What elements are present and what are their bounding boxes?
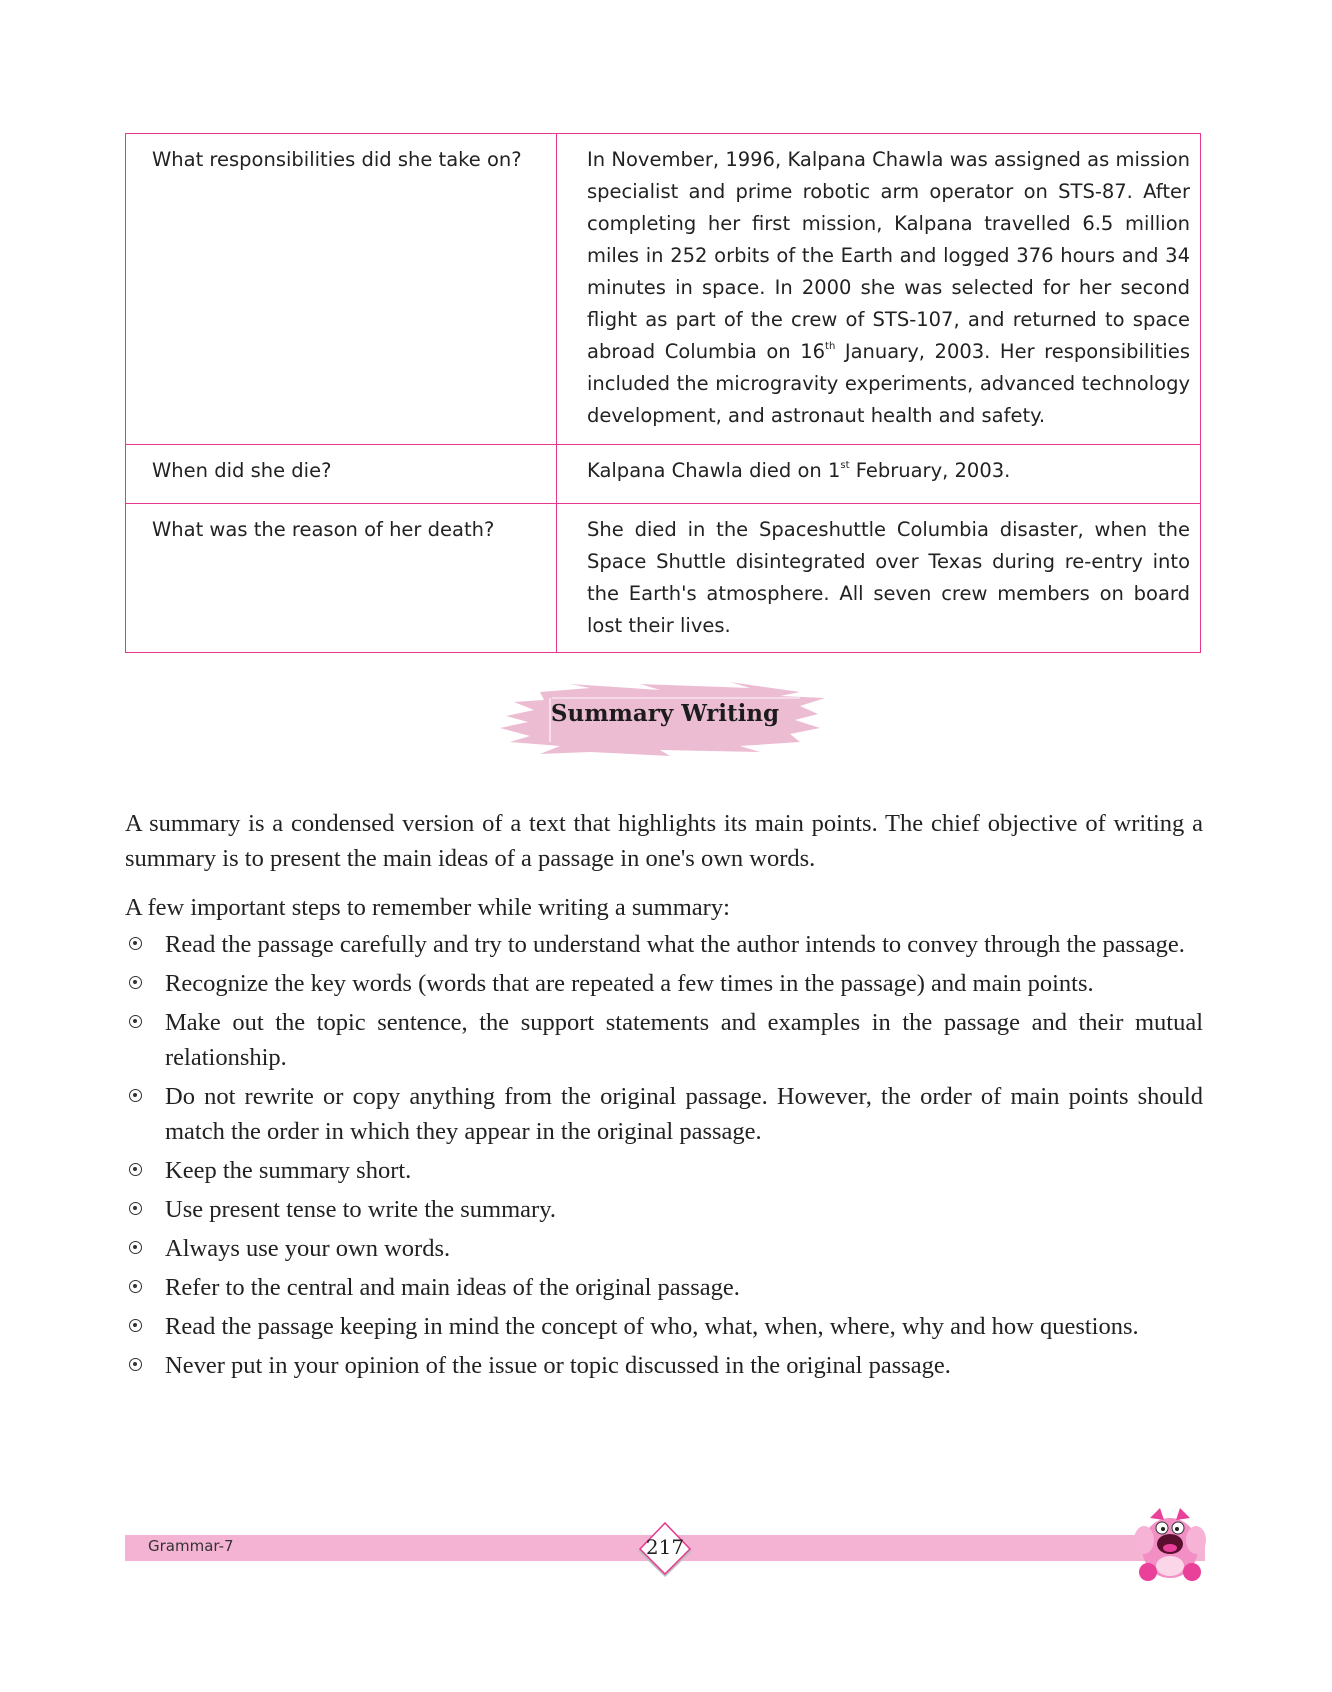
- step-text: Keep the summary short.: [165, 1157, 412, 1184]
- book-label: Grammar-7: [148, 1537, 234, 1555]
- intro-paragraph: A summary is a condensed version of a text that highlights its main points. The chief objective of writing a summary is to present the main ideas of a passage in one's own words.: [125, 810, 1203, 872]
- list-item: [125, 1270, 1203, 1305]
- pink-monster-mascot-icon: [1130, 1500, 1210, 1585]
- circled-dot-icon: [129, 1202, 142, 1215]
- section-heading: [500, 680, 830, 760]
- answer-cell: [557, 134, 1201, 445]
- step-text: Always use your own words.: [165, 1235, 451, 1262]
- list-item: [125, 1348, 1203, 1383]
- question-cell: What was the reason of her death?: [126, 504, 557, 653]
- circled-dot-icon: [129, 1358, 142, 1371]
- answer-cell: She died in the Spaceshuttle Columbia disaster, when the Space Shuttle disintegrated over Texas during re-entry into the Earth's atmosphere. All seven crew members on board lost their lives.: [557, 504, 1201, 653]
- list-item: [125, 1153, 1203, 1188]
- step-text: Recognize the key words (words that are repeated a few times in the passage) and main points.: [165, 970, 1094, 997]
- list-item: [125, 1192, 1203, 1227]
- list-item: [125, 1005, 1203, 1075]
- page-number: 217: [645, 1535, 685, 1559]
- steps-lead-text: A few important steps to remember while writing a summary:: [125, 894, 730, 921]
- answer-text: In November, 1996, Kalpana Chawla was assigned as mission specialist and prime robotic arm operator on STS-87. After completing her first mission, Kalpana travelled 6.5 million miles in 252 orbits of the Earth and logged 376 hours and 34 minutes in space. In 2000 she was selected for her second flight as part of the crew of STS-107, and returned to space abroad Columbia on 16: [587, 148, 1190, 363]
- circled-dot-icon: [129, 1089, 142, 1102]
- ordinal-suffix: th: [825, 341, 836, 352]
- step-text: Refer to the central and main ideas of the original passage.: [165, 1274, 740, 1301]
- table-row: [126, 134, 1201, 445]
- answer-text: February, 2003.: [849, 459, 1011, 482]
- step-text: Make out the topic sentence, the support statements and examples in the passage and their mutual relationship.: [165, 1009, 1203, 1071]
- step-text: Do not rewrite or copy anything from the original passage. However, the order of main points should match the order in which they appear in the original passage.: [165, 1083, 1203, 1145]
- list-item: [125, 1231, 1203, 1266]
- step-text: Read the passage keeping in mind the concept of who, what, when, where, why and how questions.: [165, 1313, 1139, 1340]
- question-cell: When did she die?: [126, 445, 557, 504]
- circled-dot-icon: [129, 1163, 142, 1176]
- answer-text: Kalpana Chawla died on 1: [587, 459, 841, 482]
- ordinal-suffix: st: [840, 460, 850, 471]
- step-text: Read the passage carefully and try to understand what the author intends to convey through the passage.: [165, 931, 1185, 958]
- circled-dot-icon: [129, 1280, 142, 1293]
- list-item: [125, 966, 1203, 1001]
- steps-list: [125, 927, 1203, 1383]
- list-item: [125, 927, 1203, 962]
- circled-dot-icon: [129, 1015, 142, 1028]
- summary-content: [125, 806, 1203, 1387]
- list-item: [125, 1079, 1203, 1149]
- circled-dot-icon: [129, 976, 142, 989]
- circled-dot-icon: [129, 1241, 142, 1254]
- list-item: [125, 1309, 1203, 1344]
- question-cell: What responsibilities did she take on?: [126, 134, 557, 445]
- answer-text: January, 2003. Her responsibilities included the microgravity experiments, advanced technology development, and astronaut health and safety.: [587, 340, 1191, 427]
- circled-dot-icon: [129, 937, 142, 950]
- section-title: Summary Writing: [550, 700, 780, 727]
- table-row: [126, 504, 1201, 653]
- step-text: Use present tense to write the summary.: [165, 1196, 556, 1223]
- step-text: Never put in your opinion of the issue or topic discussed in the original passage.: [165, 1352, 951, 1379]
- qa-table: [125, 133, 1201, 653]
- circled-dot-icon: [129, 1319, 142, 1332]
- table-row: [126, 445, 1201, 504]
- answer-cell: [557, 445, 1201, 504]
- page-number-badge: [636, 1522, 694, 1578]
